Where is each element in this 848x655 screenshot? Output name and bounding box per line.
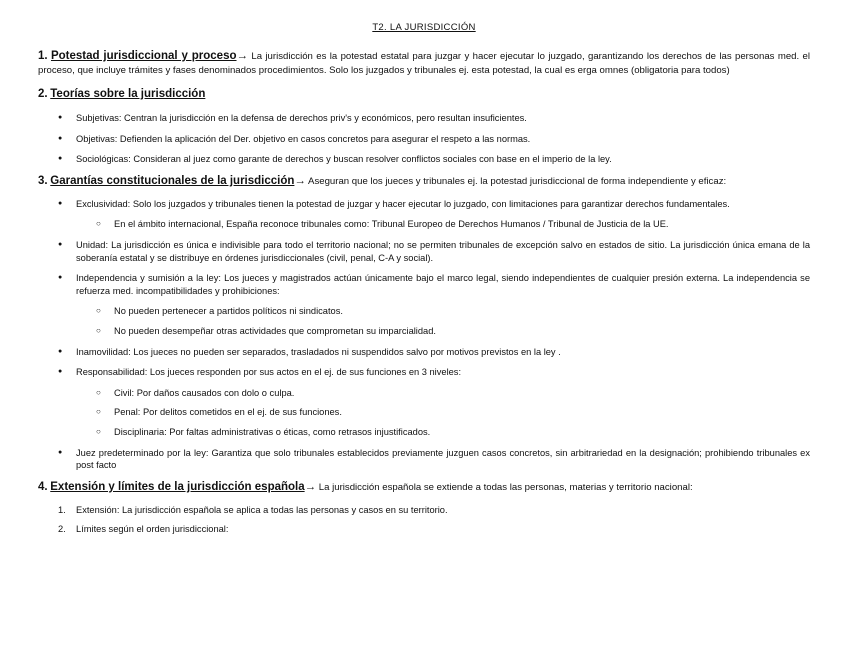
numbered-item [38, 523, 810, 536]
list-item-unidad [38, 239, 810, 264]
section-3-number: 3. [38, 174, 48, 187]
section-2-title: Teorías sobre la jurisdicción [50, 88, 206, 100]
list-item-responsabilidad [38, 366, 810, 438]
section-4-number: 4. [38, 480, 48, 493]
list-item-inamovilidad [38, 346, 810, 359]
section-2 [38, 87, 810, 102]
list-item-text: Responsabilidad: Los jueces responden por sus actos en el ej. de sus funciones en 3 niveles: [76, 367, 462, 378]
numbered-item [38, 504, 810, 517]
list-item-text: Exclusividad: Solo los juzgados y tribunales tienen la potestad de juzgar y hacer ejecutar lo juzgado, con limitaciones para garantizar derechos fundamentales. [76, 198, 730, 209]
section-4-title: Extensión y límites de la jurisdicción española [50, 480, 305, 493]
section-2-list [38, 112, 810, 166]
list-item-juez-predeterminado [38, 447, 810, 472]
section-4-list [38, 504, 810, 536]
sub-list [76, 218, 810, 231]
list-item: ● Sociológicas: Consideran al juez como garante de derechos y buscan resolver conflictos sociales con base en el imperio de la ley. [38, 153, 810, 166]
list-item-exclusividad [38, 198, 810, 231]
sub-list-item: ○ Disciplinaria: Por faltas administrativas o éticas, como retrasos injustificados. [76, 426, 810, 439]
list-item-text: Juez predeterminado por la ley: Garantiza que solo tribunales establecidos previamente juzguen casos concretos, sin arbitrariedad en la designación; prohibiendo tribunales ex post facto [76, 447, 810, 471]
section-4-text: La jurisdicción española se extiende a todas las personas, materias y territorio nacional: [316, 481, 693, 493]
section-3-list [38, 198, 810, 472]
arrow-icon: → [304, 480, 317, 493]
sub-list [76, 387, 810, 439]
list-item-text: Unidad: La jurisdicción es única e indivisible para todo el territorio nacional; no se permiten tribunales de excepción salvo en estados de sitio. La jurisdicción única emana de la soberanía estatal y se distribuye en órdenes jurisdiccionales (civil, penal, C-A y social). [76, 239, 810, 263]
numbered-item-text: Extensión: La jurisdicción española se aplica a todas las personas y casos en su territorio. [76, 504, 448, 515]
section-3 [38, 174, 810, 189]
sub-list-item: ○ Penal: Por delitos cometidos en el ej. de sus funciones. [76, 406, 810, 419]
section-1 [38, 49, 810, 78]
sub-list-item: ○ Civil: Por daños causados con dolo o culpa. [76, 387, 810, 400]
list-item-independencia [38, 272, 810, 337]
section-3-text: Aseguran que los jueces y tribunales ej. la potestad jurisdiccional de forma independiente y eficaz: [305, 175, 727, 187]
section-1-number: 1. [38, 50, 48, 62]
document-title: T2. LA JURISDICCIÓN [372, 22, 476, 33]
numbered-item-text: Límites según el orden jurisdiccional: [76, 524, 229, 535]
numbered-item-marker: 2. [58, 524, 66, 535]
section-4 [38, 480, 810, 495]
section-2-number: 2. [38, 88, 48, 100]
list-item: ● Objetivas: Defienden la aplicación del Der. objetivo en casos concretos para asegurar el respeto a las normas. [38, 133, 810, 146]
arrow-icon: → [294, 174, 306, 187]
section-1-text: La jurisdicción es la potestad estatal para juzgar y hacer ejecutar lo juzgado, garantizando los derechos de las personas med. el proceso, que incluye trámites y fases denominados procedimientos. Solo los juzgados y tribunales ej. esta potestad, la cual es erga omnes (obligatoria para todos) [38, 51, 811, 76]
numbered-item-marker: 1. [58, 504, 66, 515]
sub-list [76, 305, 810, 337]
sub-list-item: ○ No pueden pertenecer a partidos políticos ni sindicatos. [76, 305, 810, 318]
sub-list-item: ○ No pueden desempeñar otras actividades que comprometan su imparcialidad. [76, 325, 810, 338]
section-3-title: Garantías constitucionales de la jurisdicción [50, 174, 295, 187]
list-item-text: Inamovilidad: Los jueces no pueden ser separados, trasladados ni suspendidos salvo por motivos previstos en la ley . [76, 346, 561, 357]
list-item: ● Subjetivas: Centran la jurisdicción en la defensa de derechos priv's y económicos, pero resultan insuficientes. [38, 112, 810, 125]
arrow-icon: → [236, 50, 249, 62]
section-1-title: Potestad jurisdiccional y proceso [50, 50, 237, 62]
sub-list-item: ○ En el ámbito internacional, España reconoce tribunales como: Tribunal Europeo de Derechos Humanos / Tribunal de Justicia de la UE. [76, 218, 810, 231]
list-item-text: Independencia y sumisión a la ley: Los jueces y magistrados actúan únicamente bajo el marco legal, siendo independientes de cualquier presión externa. La independencia se refuerza med. incompatibilidades y prohibiciones: [76, 273, 810, 296]
